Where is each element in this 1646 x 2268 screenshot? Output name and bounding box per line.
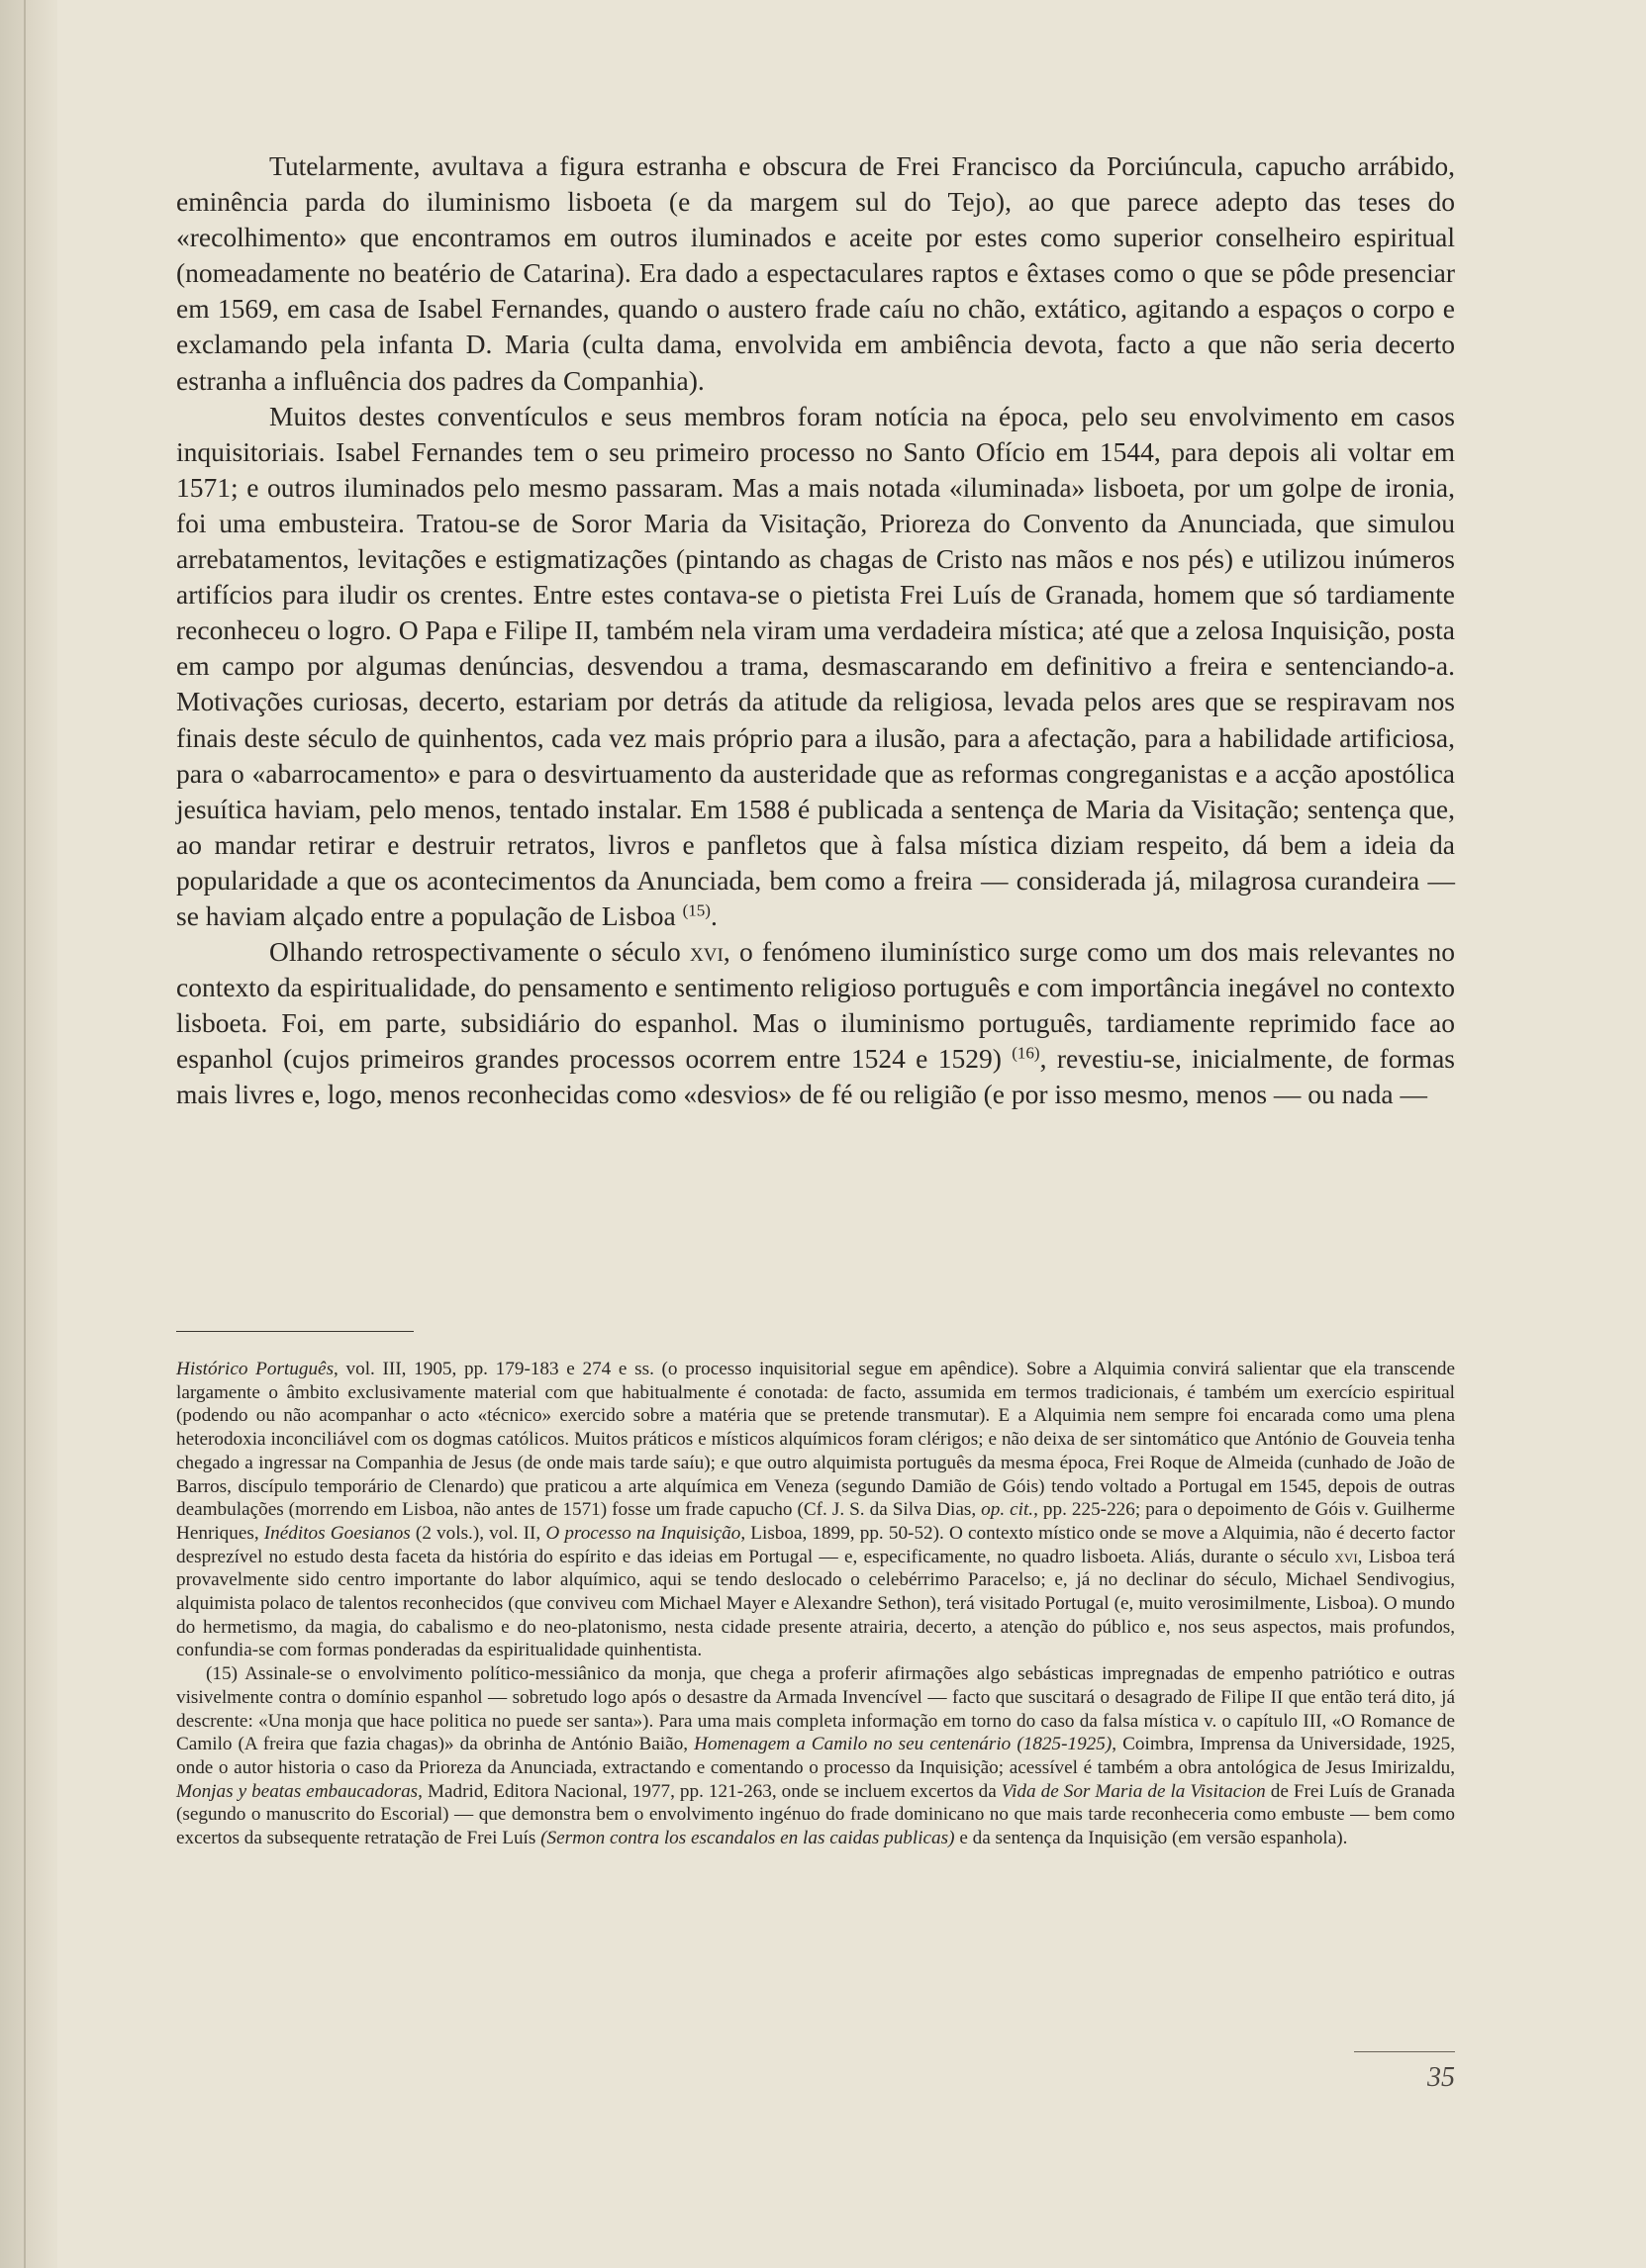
footnote-15-text-d: de Frei Luís de Granada (segundo o manuscrito do Escorial) — que demonstra bem o envolvimento ingénuo do frade dominicano no que mais tarde reconheceria como embuste — bem como excertos da subsequente retratação de Frei Luís xyxy=(176,1780,1455,1849)
century-numeral: xvi xyxy=(690,936,724,968)
page-number-rule xyxy=(1354,2051,1455,2052)
footnote-15-monjas: Monjas y beatas embaucadoras xyxy=(176,1780,419,1802)
paragraph-3-text-a: Olhando retrospectivamente o século xyxy=(269,936,691,968)
footnote-14-opcit: op. cit. xyxy=(981,1499,1034,1521)
footnote-15-homenagem: Homenagem a Camilo no seu centenário (1825-1925) xyxy=(694,1734,1113,1755)
paragraph-2-text: Muitos destes conventículos e seus membros foram notícia na época, pelo seu envolvimento em casos inquisitoriais. Isabel Fernandes tem o seu primeiro processo no Santo Ofício em 1544, para depois ali voltar em 1571; e outros iluminados pelo mesmo passaram. Mas a mais notada «iluminada» lisboeta, por um golpe de ironia, foi uma embusteira. Tratou-se de Soror Maria da Visitação, Prioreza do Convento da Anunciada, que simulou arrebatamentos, levitações e estigmatizações (pintando as chagas de Cristo nas mãos e nos pés) e utilizou inúmeros artifícios para iludir os crentes. Entre estes contava-se o pietista Frei Luís de Granada, homem que só tardiamente reconheceu o logro. O Papa e Filipe II, também nela viram uma verdadeira mística; até que a zelosa Inquisição, posta em campo por algumas denúncias, desvendou a trama, desmascarando em definitivo a freira e sentenciando-a. Motivações curiosas, decerto, estariam por detrás da atitude da religiosa, levada pelos ares que se respiravam nos finais deste século de quinhentos, cada vez mais próprio para a ilusão, para a afectação, para a habilidade artificiosa, para o «abarrocamento» e para o desvirtuamento da austeridade que as reformas congreganistas e a acção apostólica jesuítica haviam, pelo menos, tentado instalar. Em 1588 é publicada a sentença de Maria da Visitação; sentença que, ao mandar retirar e destruir retratos, livros e panfletos que à falsa mística diziam respeito, dá bem a ideia da popularidade a que os acontecimentos da Anunciada, bem como a freira — considerada já, milagrosa curandeira — se haviam alçado entre a população de Lisboa xyxy=(176,400,1455,931)
paragraph-3-text-c: , revestiu-se, inicialmente, de formas mais livres e, logo, menos reconhecidas como «desvios» de fé ou religião (e por isso mesmo, menos — ou nada — xyxy=(176,1043,1455,1110)
footnote-15-text-a: Assinale-se o envolvimento político-messiânico da monja, que chega a proferir afirmações algo sebásticas impregnadas de empenho patriótico e outras visivelmente contra o domínio espanhol — sobretudo logo após o desastre da Armada Invencível — facto que suscitará o desagrado de Filipe II que então terá dito, já descrente: «Una monja que hace politica no puede ser santa»). Para uma mais completa informação em torno do caso da falsa mística v. o capítulo III, «O Romance de Camilo (A freira que fazia chagas)» da obrinha de António Baião, xyxy=(176,1663,1455,1755)
paragraph-2-end: . xyxy=(710,899,718,931)
footnote-ref-16: (16) xyxy=(1012,1043,1040,1063)
footnote-15-vida: Vida de Sor Maria de la Visitacion xyxy=(1001,1780,1266,1802)
paragraph-2 xyxy=(176,399,1455,934)
footnote-15-text-b: , Coimbra, Imprensa da Universidade, 1925, onde o autor historia o caso da Prioreza da Anunciada, extractando e comentando o processo da Inquisição; acessível é também a obra antológica de Jesus Imirizaldu, xyxy=(176,1734,1456,1778)
footnote-14-text-e: , Lisboa terá provavelmente sido centro importante do labor alquímico, aqui se tendo deslocado o celebérrimo Paracelso; e, já no declinar do século, Michael Sendivogius, alquimista polaco de talentos reconhecidos (que conviveu com Michael Mayer e Alexandre Sethon), terá visitado Portugal (e, muito verosimilmente, Lisboa). O mundo do hermetismo, da magia, do cabalismo e do neo-platonismo, nesta cidade presente atrairia, decerto, a atenção do público e, nos seus aspectos, mais profundos, confundia-se com formas ponderadas da espiritualidade quinhentista. xyxy=(176,1546,1455,1661)
footnote-15-mark: (15) xyxy=(206,1663,238,1685)
footnote-14-text-a: , vol. III, 1905, pp. 179-183 e 274 e ss. (o processo inquisitorial segue em apêndice). Sobre a Alquimia convirá salientar que ela transcende largamente o âmbito exclusivamente material com que habitualmente é conotada: de facto, assumida em termos tradicionais, é também um exercício espiritual (podendo ou não acompanhar o acto «técnico» exercido sobre a matéria que se pretende transmutar). E a Alquimia nem sempre foi encarada como uma plena heterodoxia inconciliável com os dogmas católicos. Muitos práticos e místicos alquímicos foram clérigos; e não deixa de ser sintomático que António de Gouveia tenha chegado a ingressar na Companhia de Jesus (de onde mais tarde saíu); e que outro alquimista português da mesma época, Frei Roque de Almeida (cunhado de João de Barros, discípulo temporário de Clenardo) que praticou a arte alquímica em Veneza (segundo Damião de Góis) tendo voltado a Portugal em 1545, depois de outras deambulações (morrendo em Lisboa, não antes de 1571) fosse um frade capucho (Cf. J. S. da Silva Dias, xyxy=(176,1359,1455,1521)
footnote-ref-15: (15) xyxy=(682,900,711,920)
paragraph-3-text-b: , o fenómeno iluminístico surge como um dos mais relevantes no contexto da espiritualidade, do pensamento e sentimento religioso português e com importância inegável no contexto lisboeta. Foi, em parte, subsidiário do espanhol. Mas o iluminismo português, tardiamente reprimido face ao espanhol (cujos primeiros grandes processos ocorrem entre 1524 e 1529) xyxy=(176,936,1455,1075)
paragraph-3 xyxy=(176,934,1455,1112)
main-text xyxy=(176,148,1455,1113)
page-number: 35 xyxy=(1427,2062,1455,2093)
footnote-14-text-b: , pp. 225-226; para o depoimento de Góis v. Guilherme Henriques, xyxy=(176,1499,1455,1544)
footnote-14-century: xvi xyxy=(1334,1546,1358,1567)
footnote-15-sermon: (Sermon contra los escandalos en las caidas publicas) xyxy=(540,1828,955,1849)
footnote-14-ineditos: Inéditos Goesianos xyxy=(263,1522,411,1544)
footnote-15-text-e: e da sentença da Inquisição (em versão espanhola). xyxy=(954,1828,1348,1849)
binding-edge xyxy=(24,0,26,2268)
footnote-14-continued xyxy=(176,1358,1455,1662)
footnote-14-processo: O processo na Inquisição xyxy=(545,1522,741,1544)
footnote-separator xyxy=(176,1331,414,1332)
footnote-14-text-d: , Lisboa, 1899, pp. 50-52). O contexto místico onde se move a Alquimia, não é decerto factor desprezível no estudo desta faceta da história do espírito e das ideias em Portugal — e, especificamente, no quadro lisboeta. Aliás, durante o século xyxy=(176,1522,1455,1567)
footnote-15 xyxy=(176,1662,1455,1850)
page-gutter xyxy=(0,0,57,2268)
footnote-14-title: Histórico Português xyxy=(176,1359,335,1379)
footnote-15-text-c: , Madrid, Editora Nacional, 1977, pp. 121-263, onde se incluem excertos da xyxy=(418,1780,1002,1802)
paragraph-1: Tutelarmente, avultava a figura estranha e obscura de Frei Francisco da Porciúncula, capucho arrábido, eminência parda do iluminismo lisboeta (e da margem sul do Tejo), ao que parece adepto das teses do «recolhimento» que encontramos em outros iluminados e aceite por estes como superior conselheiro espiritual (nomeadamente no beatério de Catarina). Era dado a espectaculares raptos e êxtases como o que se pôde presenciar em 1569, em casa de Isabel Fernandes, quando o austero frade caíu no chão, extático, agitando a espaços o corpo e exclamando pela infanta D. Maria (culta dama, envolvida em ambiência devota, facto a que não seria decerto estranha a influência dos padres da Companhia). xyxy=(176,150,1455,396)
footnotes xyxy=(176,1358,1455,1850)
footnote-14-text-c: (2 vols.), vol. II, xyxy=(410,1522,546,1544)
